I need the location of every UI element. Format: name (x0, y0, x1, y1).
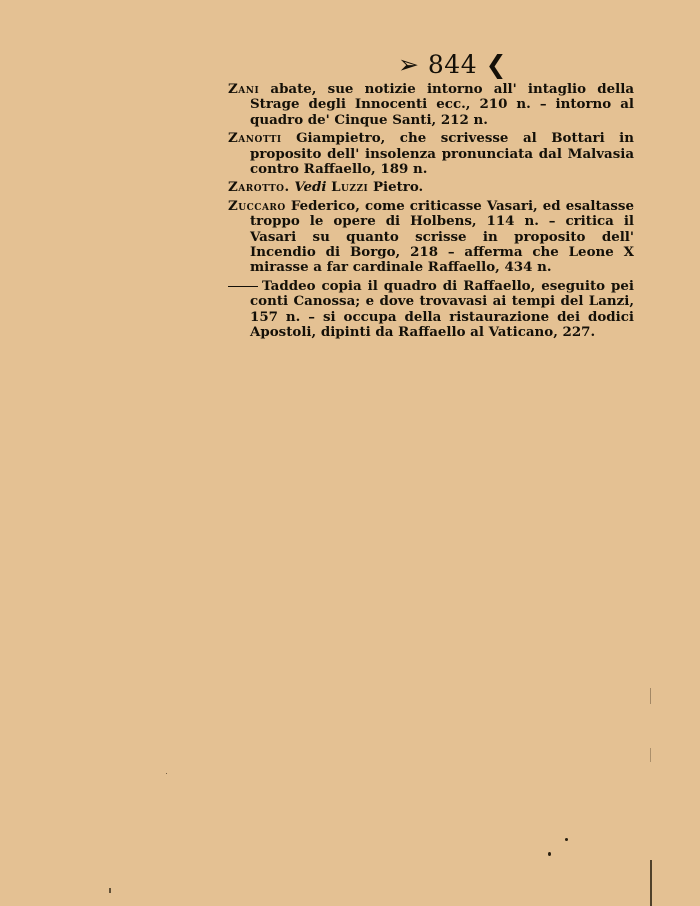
entry-surname: Zani (228, 81, 260, 97)
see-reference: Luzzi (331, 179, 369, 196)
index-entries (228, 82, 634, 344)
page-speck (650, 748, 651, 762)
page-speck (109, 888, 111, 893)
entry-surname: Zanotti (228, 130, 282, 147)
left-ornament-icon: ➢ (398, 50, 420, 79)
page-number (398, 52, 507, 77)
page-speck (166, 773, 167, 774)
index-entry-zani (228, 82, 634, 128)
entry-text: Federico, come criticasse Vasari, ed esaltasse troppo le opere di Holbens, 114 n. – critica il Vasari su quanto scrisse in proposito dell' Incendio di Borgo, 218 – afferma che Leone X mirasse a far cardinale Raffaello, 434 n. (250, 197, 634, 276)
index-entry-zarotto (228, 180, 634, 195)
see-reference-rest: Pietro. (372, 179, 424, 196)
entry-text: Taddeo copia il quadro di Raffaello, eseguito pei conti Canossa; e dove trovavasi ai tempi del Lanzi, 157 n. – si occupa della ristaurazione dei dodici Apostoli, dipinti da Raffaello al Vaticano, 227. (250, 277, 634, 341)
page-speck (650, 688, 651, 704)
right-ornament-icon: ❮ (485, 50, 508, 79)
entry-text: abate, sue notizie intorno all' intaglio della Strage degli Innocenti ecc., 210 n. – intorno al quadro de' Cinque Santi, 212 n. (250, 81, 634, 128)
index-entry-zuccaro (228, 199, 634, 276)
index-entry-zuccaro-taddeo (228, 279, 634, 341)
page-speck (548, 852, 551, 856)
page-speck (565, 838, 568, 841)
entry-text: Giampietro, che scrivesse al Bottari in proposito dell' insolenza pronunciata dal Malvasia contro Raffaello, 189 n. (250, 130, 634, 178)
entry-surname: Zarotto. (228, 179, 290, 196)
ditto-dash (228, 286, 258, 287)
entry-surname: Zuccaro (228, 197, 286, 214)
index-entry-zanotti (228, 131, 634, 177)
page-speck (650, 860, 652, 906)
page-number-value: 844 (427, 50, 478, 79)
see-label: Vedi (294, 179, 327, 196)
